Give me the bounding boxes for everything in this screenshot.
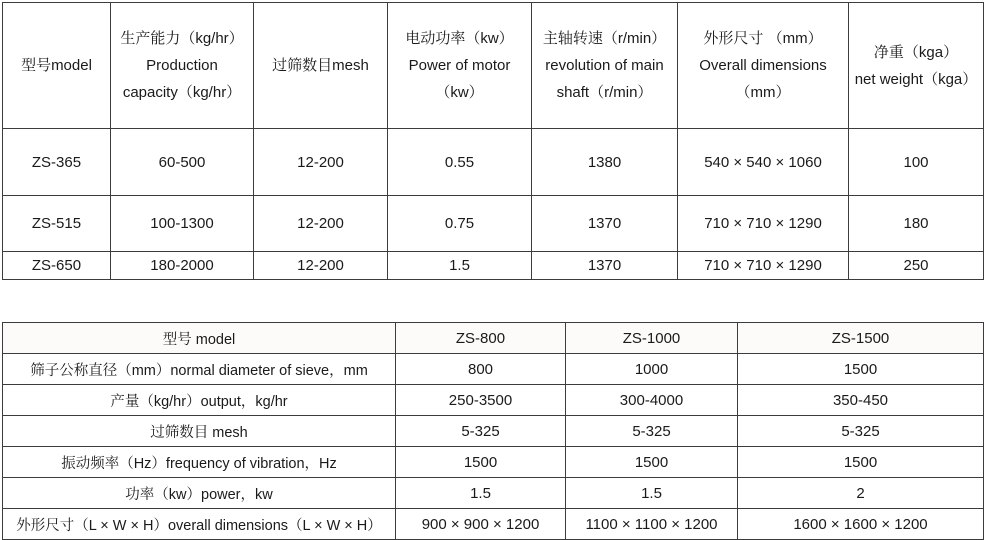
spec-row-power	[3, 478, 984, 509]
header-line: shaft（r/min）	[556, 84, 653, 101]
value-cell: 350-450	[738, 385, 984, 416]
value-cell: 1.5	[566, 478, 738, 509]
value-cell: 12-200	[254, 252, 388, 280]
value-cell: 1500	[738, 447, 984, 478]
header-cell-motor-power	[388, 3, 532, 129]
value-cell: 2	[738, 478, 984, 509]
header-line: 过筛数目mesh	[272, 57, 369, 74]
model-name-cell: ZS-800	[396, 323, 566, 354]
header-line: Overall dimensions	[699, 57, 827, 74]
value-cell: 180-2000	[111, 252, 254, 280]
model-name-cell: ZS-1500	[738, 323, 984, 354]
large-models-spec-table	[2, 322, 984, 540]
row-label-cell: 外形尺寸（L × W × H）overall dimensions（L × W × H）	[3, 509, 396, 540]
value-cell: 800	[396, 354, 566, 385]
value-cell: 1.5	[388, 252, 532, 280]
value-cell: 5-325	[566, 416, 738, 447]
header-row	[3, 3, 984, 129]
row-label-cell: 型号 model	[3, 323, 396, 354]
value-cell: 1.5	[396, 478, 566, 509]
value-cell: 0.55	[388, 129, 532, 196]
model-header-row	[3, 323, 984, 354]
header-line: 外形尺寸 （mm）	[703, 30, 823, 47]
value-cell: 1500	[566, 447, 738, 478]
value-cell: 1500	[396, 447, 566, 478]
header-line: net weight（kga）	[854, 70, 978, 88]
value-cell: 900 × 900 × 1200	[396, 509, 566, 540]
header-line: （kw）	[435, 84, 484, 101]
value-cell: 710 × 710 × 1290	[678, 252, 849, 280]
value-cell: 300-4000	[566, 385, 738, 416]
spec-row-sieve-diameter	[3, 354, 984, 385]
header-line: 生产能力（kg/hr）	[120, 30, 244, 47]
spec-row-mesh	[3, 416, 984, 447]
row-label-cell: 筛子公称直径（mm）normal diameter of sieve，mm	[3, 354, 396, 385]
spec-row-zs515	[3, 196, 984, 252]
header-cell-shaft-revolution	[532, 3, 678, 129]
value-cell: 180	[849, 196, 984, 252]
value-cell: 60-500	[111, 129, 254, 196]
value-cell: 1000	[566, 354, 738, 385]
header-line: （mm）	[735, 84, 791, 101]
header-cell-model	[3, 3, 111, 129]
value-cell: 5-325	[738, 416, 984, 447]
value-cell: 1370	[532, 196, 678, 252]
header-line: 型号model	[21, 57, 92, 74]
header-line: 电动功率（kw）	[405, 30, 514, 47]
header-line: revolution of main	[545, 57, 664, 74]
header-line: capacity（kg/hr）	[122, 84, 242, 101]
small-models-spec-table	[2, 2, 984, 280]
header-line: 主轴转速（r/min）	[542, 30, 667, 47]
header-cell-net-weight	[849, 3, 984, 129]
value-cell: 0.75	[388, 196, 532, 252]
value-cell: 12-200	[254, 129, 388, 196]
model-cell: ZS-650	[3, 252, 111, 280]
value-cell: 1380	[532, 129, 678, 196]
value-cell: 710 × 710 × 1290	[678, 196, 849, 252]
header-cell-overall-dimensions	[678, 3, 849, 129]
model-cell: ZS-365	[3, 129, 111, 196]
spec-row-output	[3, 385, 984, 416]
value-cell: 12-200	[254, 196, 388, 252]
value-cell: 5-325	[396, 416, 566, 447]
row-label-cell: 过筛数目 mesh	[3, 416, 396, 447]
value-cell: 100	[849, 129, 984, 196]
value-cell: 250	[849, 252, 984, 280]
spec-row-vibration-frequency	[3, 447, 984, 478]
row-label-cell: 功率（kw）power，kw	[3, 478, 396, 509]
model-cell: ZS-515	[3, 196, 111, 252]
value-cell: 1600 × 1600 × 1200	[738, 509, 984, 540]
value-cell: 540 × 540 × 1060	[678, 129, 849, 196]
row-label-cell: 振动频率（Hz）frequency of vibration，Hz	[3, 447, 396, 478]
value-cell: 250-3500	[396, 385, 566, 416]
header-cell-mesh	[254, 3, 388, 129]
spec-row-overall-dimensions	[3, 509, 984, 540]
spec-row-zs650	[3, 252, 984, 280]
model-name-cell: ZS-1000	[566, 323, 738, 354]
value-cell: 1100 × 1100 × 1200	[566, 509, 738, 540]
header-cell-production-capacity	[111, 3, 254, 129]
header-line: Production	[146, 57, 218, 74]
spec-row-zs365	[3, 129, 984, 196]
value-cell: 1500	[738, 354, 984, 385]
header-line: 净重（kga）	[873, 43, 959, 61]
row-label-cell: 产量（kg/hr）output，kg/hr	[3, 385, 396, 416]
value-cell: 1370	[532, 252, 678, 280]
header-line: Power of motor	[408, 57, 511, 74]
value-cell: 100-1300	[111, 196, 254, 252]
